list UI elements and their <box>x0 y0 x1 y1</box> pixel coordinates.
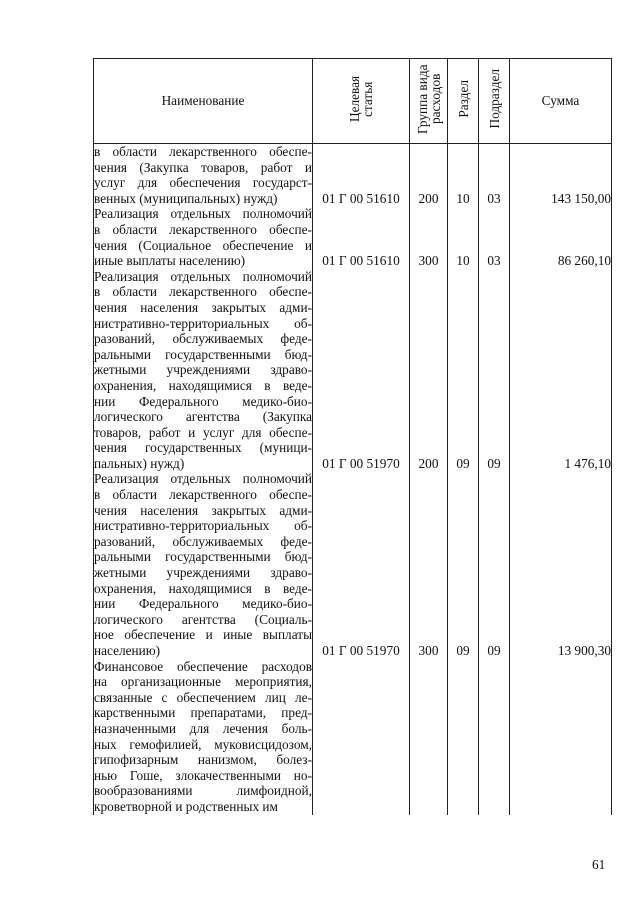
name-line: Реализация отдельных полномочий <box>94 206 312 222</box>
name-line: гипофизарным нанизмом, болез- <box>94 752 312 768</box>
name-line: вообразованиями лимфоидной, <box>94 783 312 799</box>
table-row <box>94 144 612 207</box>
row-group-cell: 200 <box>410 144 448 207</box>
name-line: чения государственных (муници- <box>94 440 312 456</box>
header-section-label: Раздел <box>455 80 471 119</box>
name-line: ное обеспечение и иные выплаты <box>94 627 312 643</box>
name-line: в области лекарственного обеспе- <box>94 221 312 237</box>
row-section-cell <box>448 659 479 815</box>
name-line: в области лекарственного обеспе- <box>94 487 312 503</box>
row-group-cell: 200 <box>410 269 448 472</box>
name-line: товаров, работ и услуг для обеспе- <box>94 424 312 440</box>
row-name-cell <box>94 206 313 268</box>
row-group-cell <box>410 659 448 815</box>
name-line: Реализация отдельных полномочий <box>94 471 312 487</box>
header-subsection-label: Подраздел <box>486 69 502 129</box>
name-line: чения населения закрытых адми- <box>94 502 312 518</box>
row-article-cell: 01 Г 00 51610 <box>313 144 410 207</box>
row-section-cell: 10 <box>448 144 479 207</box>
table-row <box>94 659 612 815</box>
header-sum: Сумма <box>510 59 612 144</box>
table-body <box>94 144 612 815</box>
row-article-cell: 01 Г 00 51970 <box>313 471 410 658</box>
row-section-cell: 09 <box>448 471 479 658</box>
header-name: Наименование <box>94 59 313 144</box>
name-line: нистративно-территориальных об- <box>94 315 312 331</box>
row-sum-cell: 143 150,00 <box>510 144 612 207</box>
name-line: чения (Закупка товаров, работ и <box>94 159 312 175</box>
table-row <box>94 206 612 268</box>
name-line: логического агентства (Закупка <box>94 409 312 425</box>
name-line: карственными препаратами, пред- <box>94 705 312 721</box>
name-line: назначенными для лечения боль- <box>94 720 312 736</box>
name-line: жетными учреждениями здраво- <box>94 565 312 581</box>
name-line: Финансовое обеспечение расходов <box>94 658 312 674</box>
name-line: иные выплаты населению) <box>94 253 246 269</box>
row-subsection-cell: 09 <box>479 471 510 658</box>
row-sum-cell: 86 260,10 <box>510 206 612 268</box>
row-group-cell: 300 <box>410 471 448 658</box>
name-line: в области лекарственного обеспе- <box>94 284 312 300</box>
name-line: разований, обслуживаемых феде- <box>94 331 312 347</box>
name-line: нии Федерального медико-био- <box>94 596 312 612</box>
name-line: населению) <box>94 643 161 658</box>
name-line: ральными государственными бюд- <box>94 549 312 565</box>
row-sum-cell <box>510 659 612 815</box>
name-line: нии Федерального медико-био- <box>94 393 312 409</box>
name-line: нистративно-территориальных об- <box>94 518 312 534</box>
row-name-cell <box>94 269 313 472</box>
row-name-cell <box>94 144 313 207</box>
header-subsection <box>479 59 510 144</box>
table-row <box>94 471 612 658</box>
row-group-cell: 300 <box>410 206 448 268</box>
name-line: пальных) нужд) <box>94 455 185 471</box>
header-row <box>94 59 612 144</box>
row-subsection-cell: 03 <box>479 144 510 207</box>
name-line: Реализация отдельных полномочий <box>94 268 312 284</box>
table-row <box>94 269 612 472</box>
row-subsection-cell: 03 <box>479 206 510 268</box>
name-line: на организационные мероприятия, <box>94 674 312 690</box>
row-subsection-cell: 09 <box>479 269 510 472</box>
name-line: нью Гоше, злокачественными но- <box>94 767 312 783</box>
row-sum-cell: 13 900,30 <box>510 471 612 658</box>
row-article-cell: 01 Г 00 51610 <box>313 206 410 268</box>
name-line: в области лекарственного обеспе- <box>94 144 312 159</box>
name-line: чения (Социальное обеспечение и <box>94 237 312 253</box>
row-section-cell: 09 <box>448 269 479 472</box>
row-name-cell <box>94 471 313 658</box>
budget-table <box>93 58 612 815</box>
header-group-label: Группа вида расходов <box>414 64 443 134</box>
name-line: разований, обслуживаемых феде- <box>94 533 312 549</box>
header-group <box>410 59 448 144</box>
row-article-cell <box>313 659 410 815</box>
name-line: охранения, находящимися в веде- <box>94 580 312 596</box>
name-line: услуг для обеспечения государст- <box>94 175 312 191</box>
name-line: логического агентства (Социаль- <box>94 611 312 627</box>
name-line: ных гемофилией, муковисцидозом, <box>94 736 312 752</box>
name-line: охранения, находящимися в веде- <box>94 377 312 393</box>
name-line: связанные с обеспечением лиц ле- <box>94 689 312 705</box>
name-line: венных (муниципальных) нужд) <box>94 190 278 206</box>
row-sum-cell: 1 476,10 <box>510 269 612 472</box>
row-subsection-cell <box>479 659 510 815</box>
name-line: ральными государственными бюд- <box>94 346 312 362</box>
row-name-cell <box>94 659 313 815</box>
name-line: чения населения закрытых адми- <box>94 299 312 315</box>
name-line: жетными учреждениями здраво- <box>94 362 312 378</box>
header-section <box>448 59 479 144</box>
row-section-cell: 10 <box>448 206 479 268</box>
header-article-label: Целевая статья <box>347 76 375 123</box>
name-line: кроветворной и родственных им <box>94 798 278 814</box>
page-number: 61 <box>592 857 606 872</box>
row-article-cell: 01 Г 00 51970 <box>313 269 410 472</box>
header-article <box>313 59 410 144</box>
